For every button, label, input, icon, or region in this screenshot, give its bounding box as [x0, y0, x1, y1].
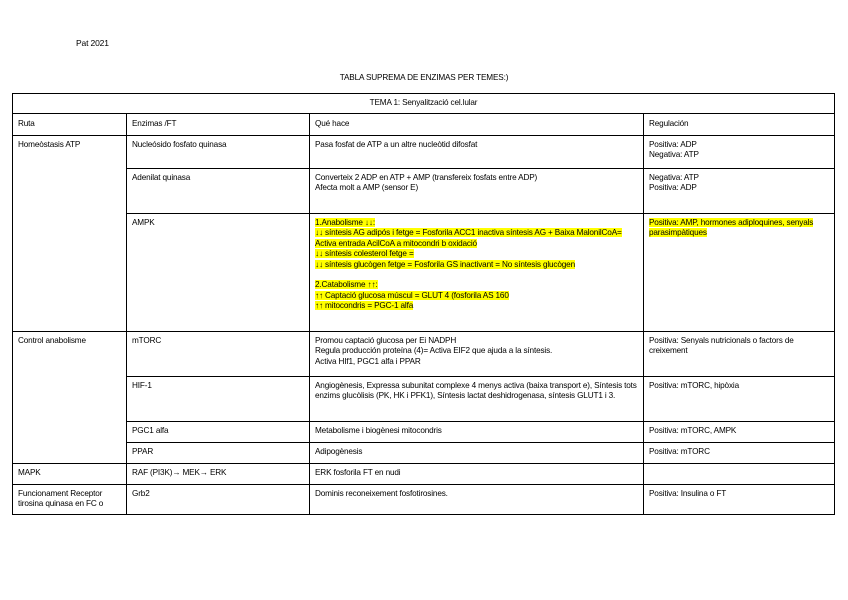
- topic-title: TEMA 1: Senyalització cel.lular: [13, 94, 835, 114]
- table-row: [13, 464, 835, 485]
- regulacion-cell: [644, 464, 835, 485]
- enzima-cell: Nucleósido fosfato quinasa: [127, 136, 310, 169]
- ruta-cell: Homeòstasis ATP: [13, 136, 127, 332]
- regulacion-cell: Positiva: Senyals nutricionals o factors de creixement: [644, 332, 835, 377]
- regulacion-cell: Positiva: mTORC, hipòxia: [644, 377, 835, 422]
- enzyme-table: [12, 93, 835, 515]
- table-row: [13, 485, 835, 515]
- catabolisme-heading: 2.Catabolisme ↑↑:: [315, 280, 378, 290]
- table-row: [13, 214, 835, 332]
- reg-line: Positiva: ADP: [649, 183, 697, 193]
- table-row: [13, 377, 835, 422]
- que-line: Promou captació glucosa per Ei NADPH: [315, 336, 457, 345]
- enzima-cell: RAF (PI3K)→ MEK→ ERK: [127, 464, 310, 485]
- header-row: [13, 114, 835, 136]
- que-cell: [310, 332, 644, 377]
- author-note: Pat 2021: [76, 38, 109, 48]
- catabolisme-point: ↑↑ mitocondris = PGC-1 alfa: [315, 301, 414, 311]
- enzima-cell: HIF-1: [127, 377, 310, 422]
- enzima-cell: mTORC: [127, 332, 310, 377]
- anabolisme-point: ↓↓ síntesis AG adipós i fetge = Fosforila ACC1 inactiva síntesis AG + Baixa MalonilCoA= Activa entrada AcilCoA a mitocondri b oxidació: [315, 228, 622, 248]
- regulacion-cell: Positiva: mTORC, AMPK: [644, 422, 835, 443]
- table-row: [13, 136, 835, 169]
- column-header-que: Qué hace: [310, 114, 644, 136]
- que-cell: Dominis reconeixement fosfotirosines.: [310, 485, 644, 515]
- que-cell: [310, 136, 644, 169]
- enzima-cell: Grb2: [127, 485, 310, 515]
- enzima-cell: AMPK: [127, 214, 310, 332]
- ruta-cell: Control anabolisme: [13, 332, 127, 464]
- reg-line: Negativa: ATP: [649, 150, 699, 160]
- column-header-ruta: Ruta: [13, 114, 127, 136]
- enzima-cell: PPAR: [127, 443, 310, 464]
- que-line: Activa HIf1, PGC1 alfa i PPAR: [315, 356, 421, 366]
- que-cell: ERK fosforila FT en nudi: [310, 464, 644, 485]
- reg-highlighted: Positiva: AMP, hormones adiploquines, senyals parasimpàtiques: [649, 218, 814, 238]
- enzima-cell: Adenilat quinasa: [127, 169, 310, 214]
- table-row: [13, 332, 835, 377]
- table-row: [13, 443, 835, 464]
- anabolisme-point: ↓↓ síntesis glucògen fetge = Fosforila GS inactivant = No síntesis glucògen: [315, 259, 575, 269]
- que-line: Converteix 2 ADP en ATP + AMP (transfereix fosfats entre ADP): [315, 173, 538, 182]
- reg-line: Negativa: ATP: [649, 173, 699, 182]
- que-line: Pasa fosfat de ATP a un altre nucleòtid difosfat: [315, 140, 478, 149]
- regulacion-cell: Positiva: mTORC: [644, 443, 835, 464]
- ruta-cell: MAPK: [13, 464, 127, 485]
- que-line: Afecta molt a AMP (sensor E): [315, 183, 419, 193]
- table-row: [13, 169, 835, 214]
- topic-row: [13, 94, 835, 114]
- catabolisme-point: ↑↑ Captació glucosa múscul = GLUT 4 (fosforila AS 160: [315, 290, 509, 300]
- regulacion-cell: [644, 169, 835, 214]
- que-cell: Angiogènesis, Expressa subunitat complexe 4 menys activa (baixa transport e), Síntesis tots enzims glucòlisis (PK, HK i PFK1), Síntesis lactat deshidrogenasa, síntesis GLUT1 i 3.: [310, 377, 644, 422]
- column-header-enzimas: Enzimas /FT: [127, 114, 310, 136]
- que-cell: [310, 214, 644, 332]
- que-cell: Metabolisme i biogènesi mitocondris: [310, 422, 644, 443]
- anabolisme-point: ↓↓ síntesis colesterol fetge =: [315, 249, 414, 259]
- que-cell: Adipogènesis: [310, 443, 644, 464]
- que-cell: [310, 169, 644, 214]
- regulacion-cell: [644, 214, 835, 332]
- column-header-regulacion: Regulación: [644, 114, 835, 136]
- anabolisme-heading: 1.Anabolisme ↓↓:: [315, 218, 375, 227]
- ruta-cell: Funcionament Receptor tirosina quinasa en FC o: [13, 485, 127, 515]
- regulacion-cell: [644, 136, 835, 169]
- regulacion-cell: Positiva: Insulina o FT: [644, 485, 835, 515]
- reg-line: Positiva: ADP: [649, 140, 697, 149]
- que-line: Regula producción proteína (4)= Activa EIF2 que ajuda a la síntesis.: [315, 346, 553, 356]
- document-title: TABLA SUPREMA DE ENZIMAS PER TEMES:): [339, 73, 509, 82]
- table-row: [13, 422, 835, 443]
- enzima-cell: PGC1 alfa: [127, 422, 310, 443]
